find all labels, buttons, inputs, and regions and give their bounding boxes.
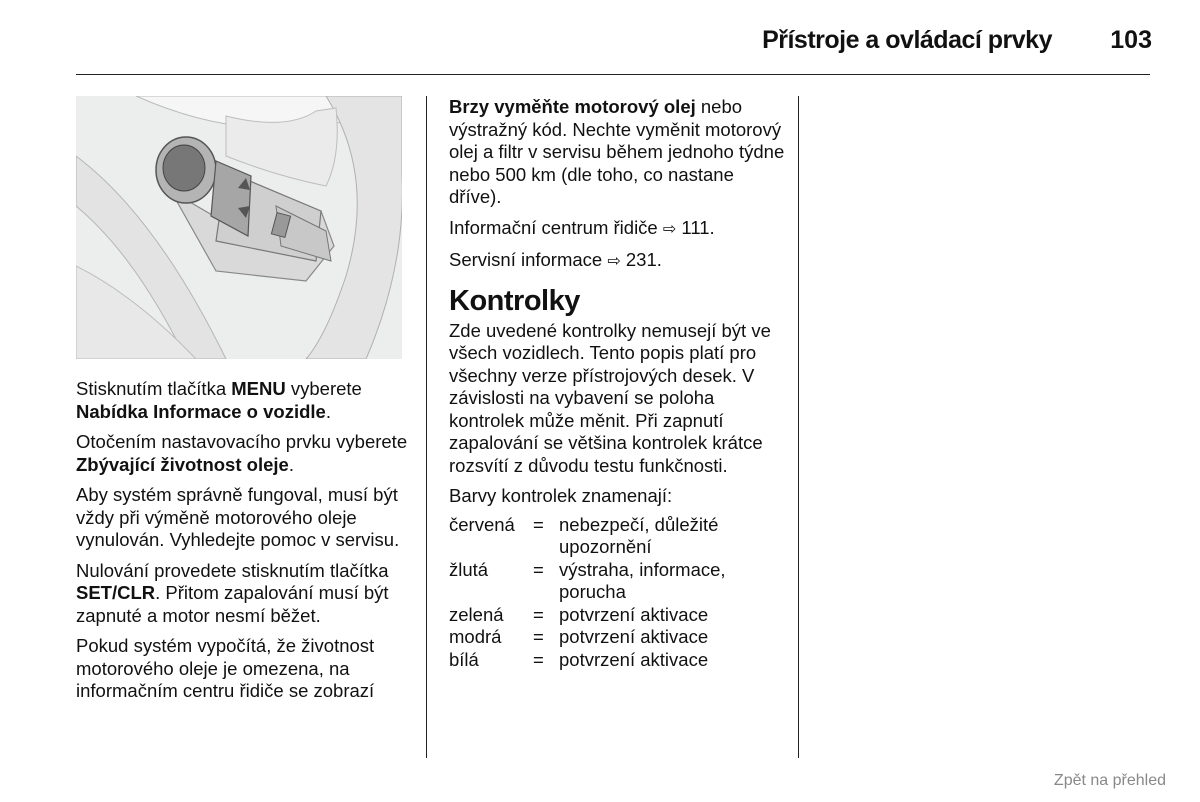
equals-sign: =: [533, 603, 544, 625]
arrow-right-icon: ⇨: [662, 220, 677, 238]
color-name: bílá: [449, 648, 479, 670]
equals-sign: =: [533, 513, 544, 535]
indicators-intro-paragraph: Zde uvedené kontrolky nemusejí být ve všech vozidlech. Tento popis platí pro všechny verze přístrojových desek. V závislosti na vybavení se poloha kontrolek může měnit. Při zapnutí zapalování se většina kontrolek krátce rozsvítí z důvodu testu funkčnosti.: [449, 319, 771, 476]
color-name: červená: [449, 513, 515, 535]
table-row: [449, 514, 789, 559]
color-name: modrá: [449, 626, 502, 647]
table-row: [449, 559, 789, 604]
color-meaning: výstraha, informace, porucha: [559, 558, 726, 602]
arrow-right-icon: ⇨: [607, 253, 621, 270]
table-row: [449, 604, 789, 627]
oil-life-paragraph: Pokud systém vypočítá, že životnost motorového oleje je omezena, na informačním centru řidiče se zobrazí: [76, 635, 375, 701]
right-column-text: [449, 96, 789, 671]
table-row: [449, 626, 789, 649]
table-row: [449, 649, 789, 672]
oil-change-paragraph: Brzy vyměňte motorový olej nebo výstražný kód. Nechte vyměnit motorový olej a filtr v servisu během jednoho týdne nebo 500 km (dle toho, co nastane dříve).: [449, 96, 785, 207]
column-rule-2: [798, 96, 799, 758]
selection-paragraph: Otočením nastavovacího prvku vyberete Zbývající životnost oleje.: [76, 431, 408, 475]
colors-intro: Barvy kontrolek znamenají:: [449, 485, 673, 506]
color-meaning: nebezpečí, důležité upozornění: [559, 513, 719, 557]
menu-paragraph: Stisknutím tlačítka MENU vyberete Nabídka Informace o vozidle.: [76, 378, 362, 422]
page-header-title: Přístroje a ovládací prvky: [762, 26, 1052, 54]
equals-sign: =: [533, 626, 544, 647]
color-meaning: potvrzení aktivace: [559, 648, 709, 670]
cross-reference-service-info[interactable]: Servisní informace ⇨ 231.: [449, 249, 662, 270]
stalk-illustration: [76, 96, 402, 359]
color-name: žlutá: [449, 558, 489, 580]
page-number: 103: [1110, 26, 1152, 54]
reset-instruction-paragraph: Nulování provedete stisknutím tlačítka SET/CLR. Přitom zapalování musí být zapnuté a motor nesmí běžet.: [76, 559, 389, 626]
color-name: zelená: [449, 603, 504, 625]
left-column-text: [76, 378, 416, 711]
section-heading: Kontrolky: [449, 284, 580, 317]
equals-sign: =: [533, 558, 544, 580]
column-rule-1: [426, 96, 427, 758]
color-meaning: potvrzení aktivace: [559, 603, 709, 625]
header-rule: [76, 74, 1150, 75]
equals-sign: =: [533, 648, 544, 670]
reset-required-paragraph: Aby systém správně fungoval, musí být vždy při výměně motorového oleje vynulován. Vyhledejte pomoc v servisu.: [76, 484, 400, 550]
cross-reference-driver-info[interactable]: Informační centrum řidiče ⇨ 111.: [449, 216, 715, 238]
color-meaning: potvrzení aktivace: [559, 626, 709, 647]
back-to-overview-link[interactable]: Zpět na přehled: [1053, 772, 1166, 789]
indicator-colors-table: [449, 514, 789, 672]
